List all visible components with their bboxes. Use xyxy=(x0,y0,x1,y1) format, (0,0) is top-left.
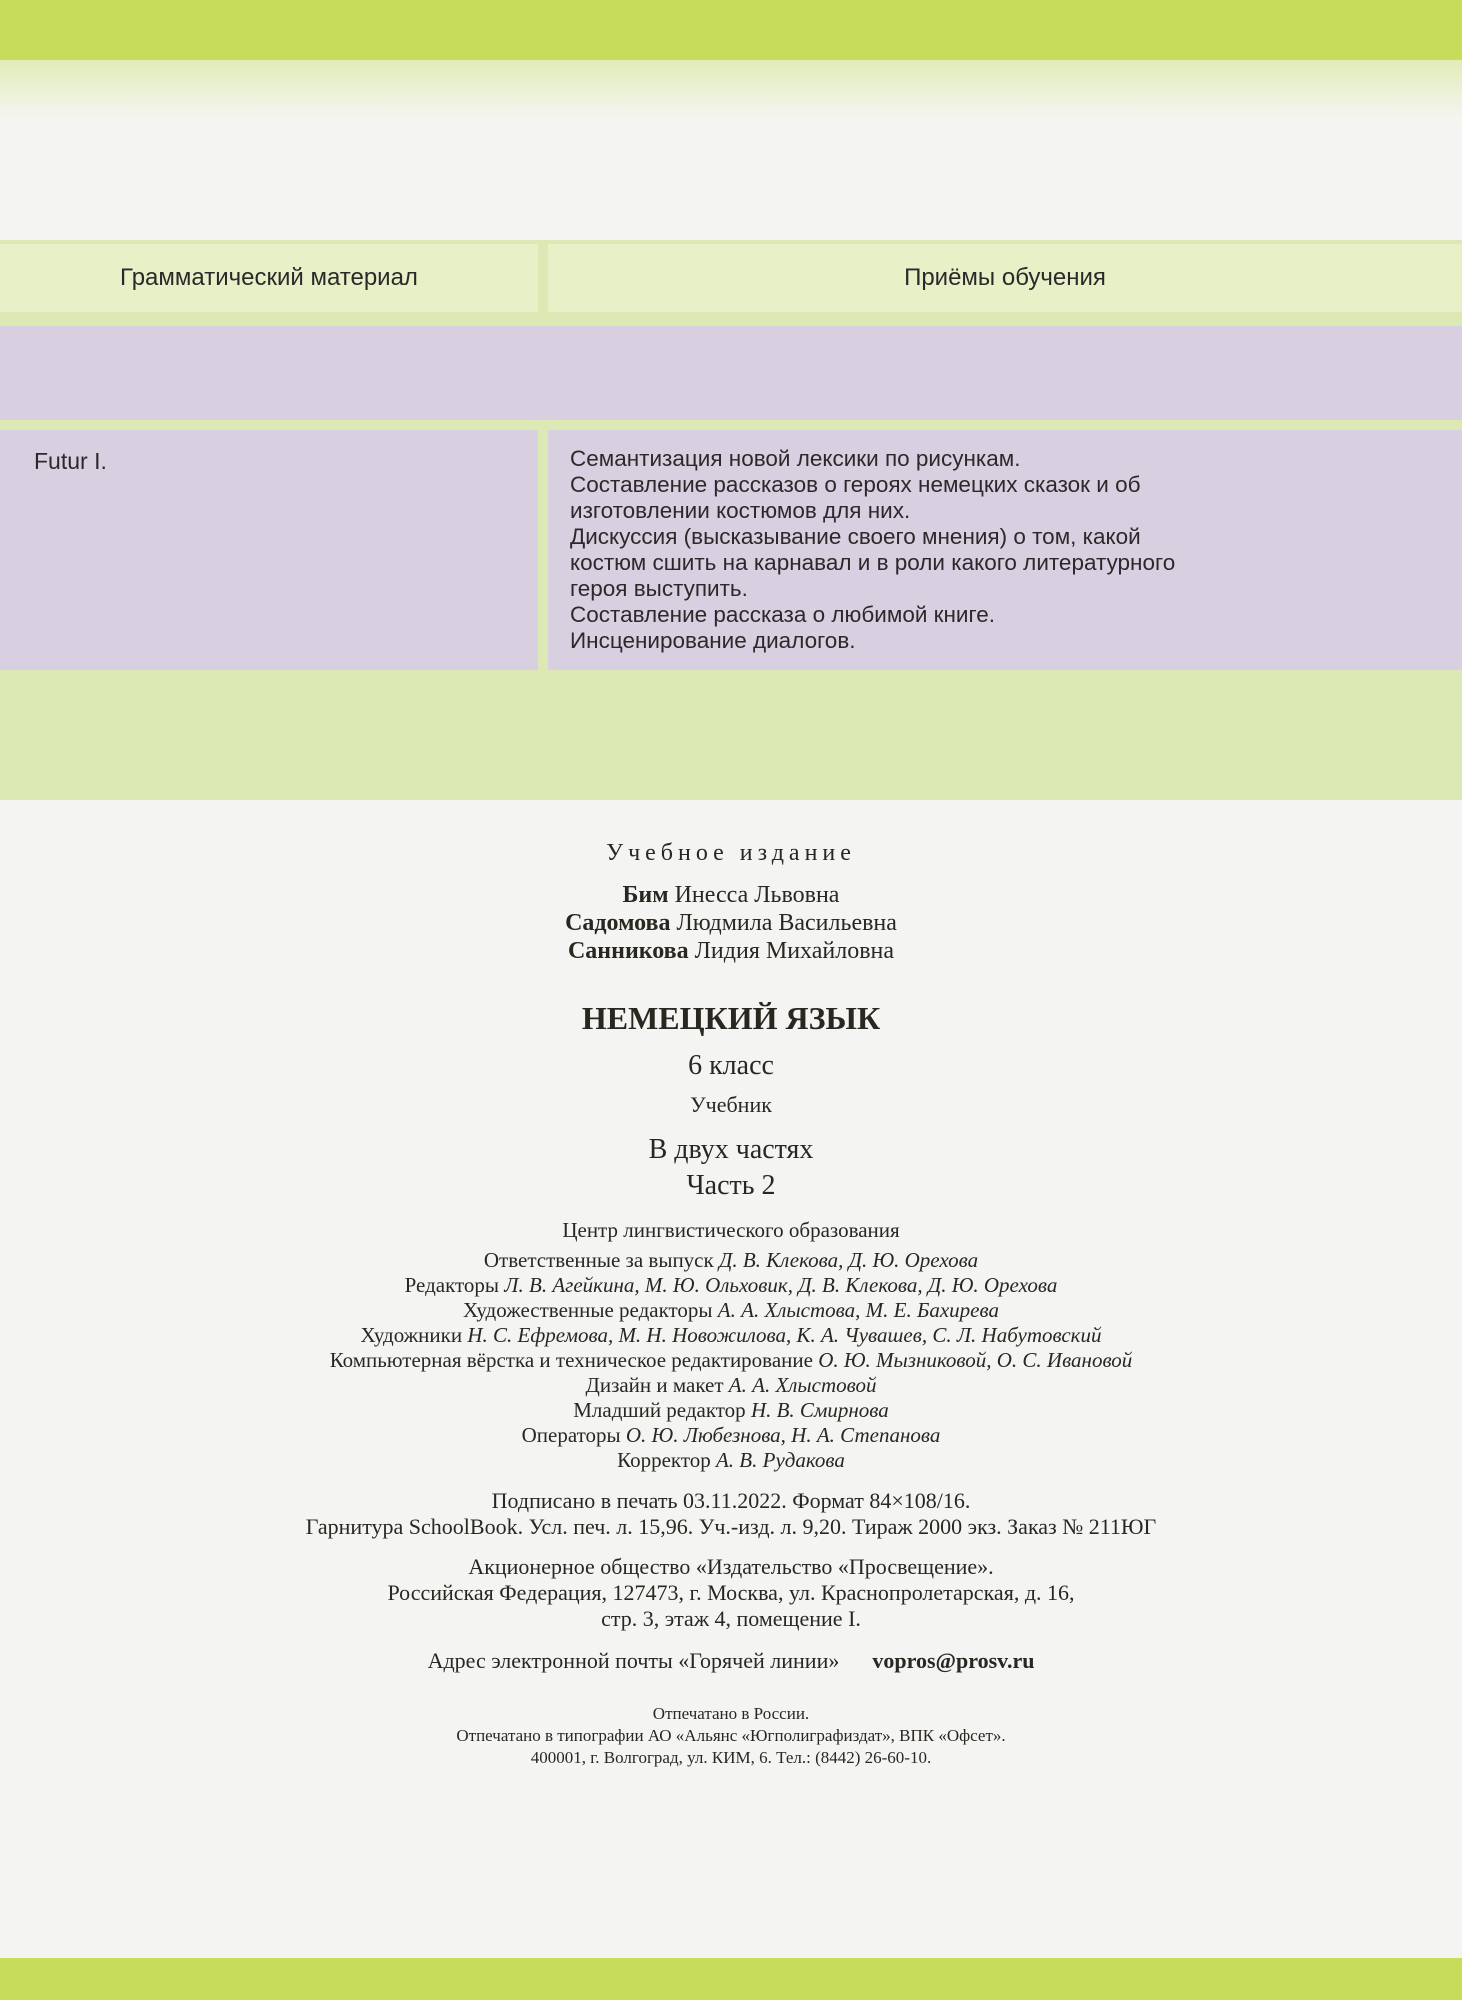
author-line xyxy=(0,910,1462,937)
credit-line xyxy=(0,1323,1462,1348)
credit-names: Д. В. Клекова, Д. Ю. Орехова xyxy=(718,1248,979,1272)
credit-role: Корректор xyxy=(617,1448,711,1472)
header-methods: Приёмы обучения xyxy=(548,244,1462,312)
methods-line: Дискуссия (высказывание своего мнения) о том, какой xyxy=(570,524,1141,549)
methods-line: Инсценирование диалогов. xyxy=(570,628,856,653)
hotline-label: Адрес электронной почты «Горячей линии» xyxy=(427,1648,840,1673)
credit-line xyxy=(0,1248,1462,1273)
credit-line xyxy=(0,1448,1462,1473)
credit-role: Редакторы xyxy=(404,1273,500,1297)
author-line xyxy=(0,882,1462,909)
credit-line xyxy=(0,1373,1462,1398)
credit-names: О. Ю. Любезнова, Н. А. Степанова xyxy=(625,1423,941,1447)
credit-names: Л. В. Агейкина, М. Ю. Ольховик, Д. В. Клекова, Д. Ю. Орехова xyxy=(504,1273,1058,1297)
methods-line: Семантизация новой лексики по рисункам. xyxy=(570,446,1021,471)
empty-row xyxy=(0,326,1462,420)
book-kind: Учебник xyxy=(690,1092,772,1117)
credit-role: Младший редактор xyxy=(573,1398,746,1422)
author-line xyxy=(0,938,1462,965)
author-name: Лидия Михайловна xyxy=(694,938,895,964)
credit-line xyxy=(0,1273,1462,1298)
center-name: Центр лингвистического образования xyxy=(562,1218,900,1242)
hotline-email[interactable]: vopros@prosv.ru xyxy=(872,1648,1035,1673)
print-specs: Гарнитура SchoolBook. Усл. печ. л. 15,96. Уч.-изд. л. 9,20. Тираж 2000 экз. Заказ № 211ЮГ xyxy=(305,1514,1157,1539)
part-number: Часть 2 xyxy=(686,1170,776,1201)
book-title: НЕМЕЦКИЙ ЯЗЫК xyxy=(581,1000,881,1036)
author-name: Инесса Львовна xyxy=(674,882,840,908)
credit-names: Н. С. Ефремова, М. Н. Новожилова, К. А. Чувашев, С. Л. Набутовский xyxy=(467,1323,1102,1347)
credit-names: А. А. Хлыстовой xyxy=(728,1373,877,1397)
methods-table xyxy=(0,240,1462,800)
bottom-decorative-band xyxy=(0,1958,1462,2000)
credit-line xyxy=(0,1348,1462,1373)
credit-names: А. В. Рудакова xyxy=(715,1448,845,1472)
methods-line: изготовлении костюмов для них. xyxy=(570,498,911,523)
author-surname: Садомова xyxy=(565,910,671,936)
credit-names: Н. В. Смирнова xyxy=(750,1398,889,1422)
author-name: Людмила Васильевна xyxy=(676,910,897,936)
credit-line xyxy=(0,1298,1462,1323)
printer-address: 400001, г. Волгоград, ул. КИМ, 6. Тел.: (8442) 26-60-10. xyxy=(530,1748,932,1767)
grammar-text: Futur I. xyxy=(34,448,107,474)
top-decorative-band xyxy=(0,0,1462,60)
methods-line: героя выступить. xyxy=(570,576,748,601)
publisher-address-2: стр. 3, этаж 4, помещение I. xyxy=(601,1606,861,1631)
printed-in: Отпечатано в России. xyxy=(652,1704,810,1723)
credit-role: Компьютерная вёрстка и техническое редактирование xyxy=(329,1348,813,1372)
author-surname: Санникова xyxy=(567,938,689,964)
credit-names: О. Ю. Мызниковой, О. С. Ивановой xyxy=(818,1348,1133,1372)
top-band-fade xyxy=(0,60,1462,120)
credit-line xyxy=(0,1423,1462,1448)
parts: В двух частях xyxy=(648,1134,814,1165)
credit-role: Ответственные за выпуск xyxy=(483,1248,714,1272)
methods-list xyxy=(570,446,1175,654)
methods-line: Составление рассказов о героях немецких сказок и об xyxy=(570,472,1141,497)
credit-names: А. А. Хлыстова, М. Е. Бахирева xyxy=(717,1298,999,1322)
edition-type: Учебное издание xyxy=(606,840,856,866)
printer: Отпечатано в типографии АО «Альянс «Югполиграфиздат», ВПК «Офсет». xyxy=(456,1726,1006,1745)
hotline xyxy=(0,1648,1462,1674)
methods-cell xyxy=(548,430,1462,670)
publisher-name: Акционерное общество «Издательство «Просвещение». xyxy=(468,1554,994,1579)
credit-line xyxy=(0,1398,1462,1423)
credit-role: Художники xyxy=(360,1323,463,1347)
print-signed: Подписано в печать 03.11.2022. Формат 84×108/16. xyxy=(491,1488,971,1513)
grade: 6 класс xyxy=(688,1050,774,1081)
credit-role: Художественные редакторы xyxy=(463,1298,713,1322)
credit-role: Операторы xyxy=(521,1423,621,1447)
author-surname: Бим xyxy=(622,882,669,908)
grammar-cell xyxy=(0,430,538,670)
credit-role: Дизайн и макет xyxy=(585,1373,724,1397)
methods-line: Составление рассказа о любимой книге. xyxy=(570,602,995,627)
methods-line: костюм сшить на карнавал и в роли какого литературного xyxy=(570,550,1176,575)
publisher-address: Российская Федерация, 127473, г. Москва, ул. Краснопролетарская, д. 16, xyxy=(387,1580,1075,1605)
header-grammar: Грамматический материал xyxy=(0,244,538,312)
